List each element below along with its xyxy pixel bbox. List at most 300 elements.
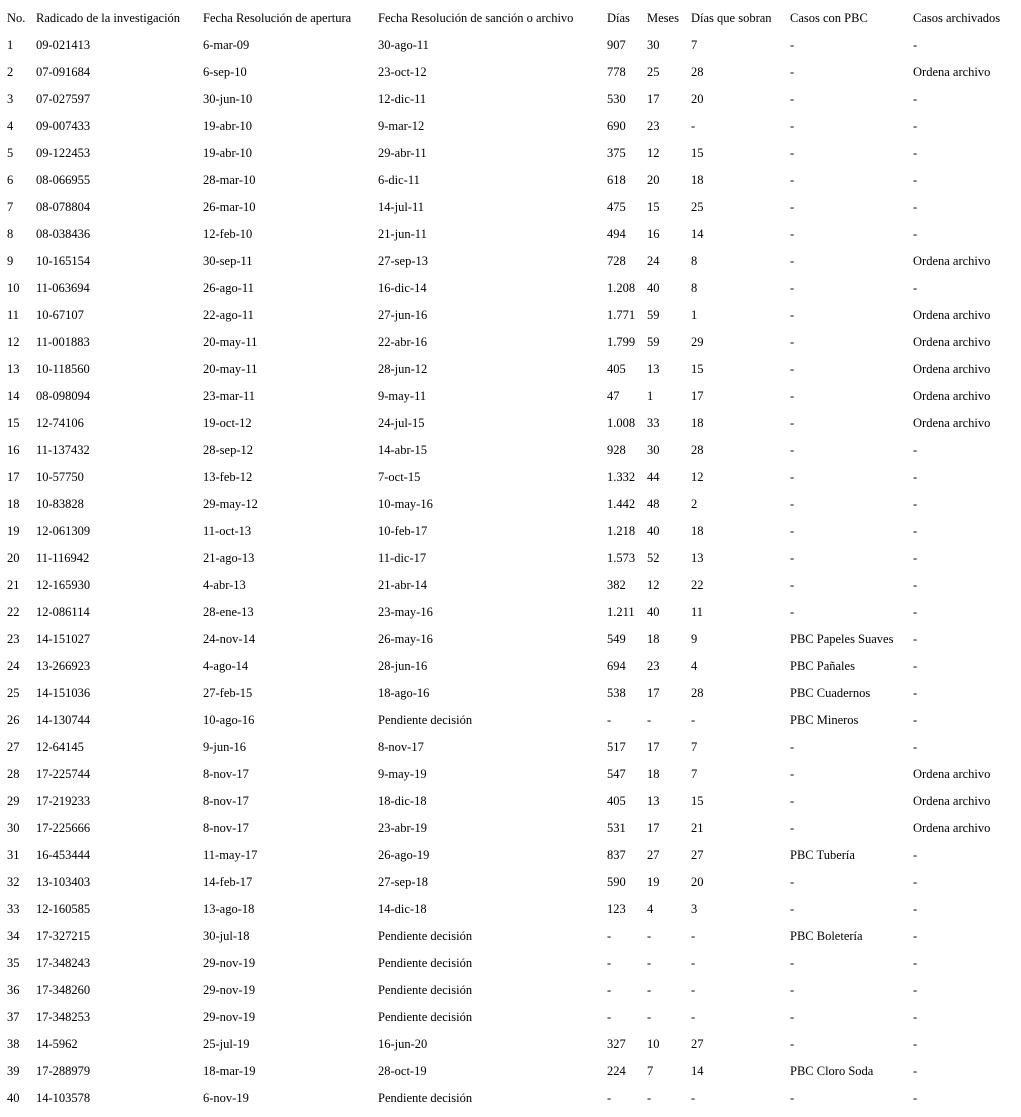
table-row — [0, 334, 1021, 361]
cell-dias: 728 — [607, 254, 626, 268]
cell-dias: - — [607, 713, 612, 727]
cell-dias-sobran: - — [691, 713, 696, 727]
cell-casos-archivados: - — [913, 173, 918, 187]
cell-casos-archivados: - — [913, 38, 918, 52]
cell-meses: 17 — [647, 740, 660, 754]
cell-dias-sobran: - — [691, 983, 696, 997]
cell-fecha-apertura: 4-ago-14 — [203, 659, 249, 673]
cell-casos-archivados: - — [913, 659, 918, 673]
header-casos-archivados: Casos archivados — [913, 11, 1001, 25]
table-row — [0, 199, 1021, 226]
cell-no: 18 — [7, 497, 20, 511]
cell-casos-archivados: - — [913, 875, 918, 889]
cell-dias-sobran: 8 — [691, 281, 698, 295]
cell-meses: 25 — [647, 65, 660, 79]
cell-fecha-apertura: 13-ago-18 — [203, 902, 255, 916]
cell-meses: 1 — [647, 389, 654, 403]
cell-casos-pbc: - — [790, 443, 795, 457]
cell-casos-archivados: Ordena archivo — [913, 362, 991, 376]
cell-no: 19 — [7, 524, 20, 538]
cell-radicado: 07-091684 — [36, 65, 91, 79]
cell-meses: 48 — [647, 497, 660, 511]
cell-radicado: 17-327215 — [36, 929, 91, 943]
cell-radicado: 12-165930 — [36, 578, 91, 592]
cell-no: 2 — [7, 65, 14, 79]
cell-radicado: 13-103403 — [36, 875, 91, 889]
header-radicado: Radicado de la investigación — [36, 11, 181, 25]
cell-dias: - — [607, 956, 612, 970]
cell-radicado: 11-063694 — [36, 281, 90, 295]
cell-dias-sobran: 3 — [691, 902, 698, 916]
cell-dias-sobran: - — [691, 119, 696, 133]
table-row — [0, 874, 1021, 901]
cell-no: 15 — [7, 416, 20, 430]
cell-fecha-sancion: 14-jul-11 — [378, 200, 425, 214]
cell-dias-sobran: - — [691, 1091, 696, 1105]
cell-no: 27 — [7, 740, 20, 754]
table-row — [0, 847, 1021, 874]
cell-no: 36 — [7, 983, 20, 997]
cell-fecha-apertura: 20-may-11 — [203, 362, 258, 376]
cell-casos-archivados: Ordena archivo — [913, 308, 991, 322]
cell-dias-sobran: 11 — [691, 605, 704, 619]
table-row — [0, 982, 1021, 1009]
cell-fecha-sancion: 16-dic-14 — [378, 281, 427, 295]
cell-dias-sobran: 28 — [691, 443, 704, 457]
cell-dias: 530 — [607, 92, 626, 106]
cell-dias: 382 — [607, 578, 626, 592]
table-row — [0, 37, 1021, 64]
cell-no: 30 — [7, 821, 20, 835]
cell-meses: 23 — [647, 659, 660, 673]
cell-no: 5 — [7, 146, 14, 160]
cell-fecha-sancion: 26-may-16 — [378, 632, 433, 646]
cell-dias: 694 — [607, 659, 626, 673]
cell-no: 37 — [7, 1010, 20, 1024]
cell-radicado: 08-078804 — [36, 200, 91, 214]
cell-meses: 59 — [647, 335, 660, 349]
cell-fecha-apertura: 26-ago-11 — [203, 281, 254, 295]
cell-casos-archivados: - — [913, 146, 918, 160]
cell-fecha-apertura: 14-feb-17 — [203, 875, 253, 889]
cell-meses: 13 — [647, 794, 660, 808]
cell-dias-sobran: 8 — [691, 254, 698, 268]
cell-radicado: 10-118560 — [36, 362, 90, 376]
cell-no: 7 — [7, 200, 14, 214]
cell-meses: 23 — [647, 119, 660, 133]
cell-casos-archivados: Ordena archivo — [913, 416, 991, 430]
cell-no: 11 — [7, 308, 20, 322]
cell-radicado: 10-57750 — [36, 470, 84, 484]
cell-meses: - — [647, 1010, 652, 1024]
cell-radicado: 14-5962 — [36, 1037, 78, 1051]
cell-fecha-sancion: 18-dic-18 — [378, 794, 427, 808]
cell-fecha-sancion: Pendiente decisión — [378, 1091, 473, 1105]
cell-casos-pbc: - — [790, 146, 795, 160]
cell-no: 9 — [7, 254, 14, 268]
cell-dias: - — [607, 1091, 612, 1105]
cell-fecha-sancion: 8-nov-17 — [378, 740, 424, 754]
table-row — [0, 64, 1021, 91]
cell-dias: 405 — [607, 794, 626, 808]
cell-radicado: 17-348243 — [36, 956, 91, 970]
cell-dias-sobran: 22 — [691, 578, 704, 592]
cell-dias-sobran: 20 — [691, 875, 704, 889]
header-meses: Meses — [647, 11, 679, 25]
table-row — [0, 820, 1021, 847]
table-row — [0, 415, 1021, 442]
cell-fecha-sancion: 21-jun-11 — [378, 227, 427, 241]
cell-casos-pbc: PBC Pañales — [790, 659, 855, 673]
cell-dias: 494 — [607, 227, 626, 241]
cell-meses: 17 — [647, 821, 660, 835]
cell-dias-sobran: 25 — [691, 200, 704, 214]
cell-dias: 1.332 — [607, 470, 636, 484]
cell-no: 4 — [7, 119, 14, 133]
cell-dias-sobran: 14 — [691, 227, 704, 241]
cell-fecha-sancion: 28-oct-19 — [378, 1064, 427, 1078]
cell-casos-archivados: Ordena archivo — [913, 821, 991, 835]
cell-meses: 7 — [647, 1064, 654, 1078]
cell-fecha-apertura: 30-jul-18 — [203, 929, 250, 943]
header-fecha-sancion: Fecha Resolución de sanción o archivo — [378, 11, 574, 25]
cell-no: 12 — [7, 335, 20, 349]
cell-fecha-sancion: 16-jun-20 — [378, 1037, 428, 1051]
table-row — [0, 685, 1021, 712]
cell-casos-archivados: Ordena archivo — [913, 389, 991, 403]
cell-dias-sobran: 21 — [691, 821, 704, 835]
cell-casos-archivados: - — [913, 1037, 918, 1051]
cell-dias: 1.218 — [607, 524, 636, 538]
cell-dias: 538 — [607, 686, 626, 700]
cell-no: 20 — [7, 551, 20, 565]
cell-no: 40 — [7, 1091, 20, 1105]
cell-meses: 12 — [647, 146, 660, 160]
cell-casos-pbc: - — [790, 605, 795, 619]
table-row — [0, 226, 1021, 253]
cell-dias: 1.442 — [607, 497, 636, 511]
cell-radicado: 11-001883 — [36, 335, 90, 349]
cell-fecha-sancion: 9-may-11 — [378, 389, 427, 403]
cell-meses: 33 — [647, 416, 660, 430]
cell-casos-archivados: - — [913, 281, 918, 295]
cell-fecha-apertura: 11-oct-13 — [203, 524, 252, 538]
header-casos-pbc: Casos con PBC — [790, 11, 868, 25]
cell-fecha-sancion: 10-feb-17 — [378, 524, 428, 538]
cell-meses: 30 — [647, 38, 660, 52]
cell-dias-sobran: 28 — [691, 65, 704, 79]
cell-dias-sobran: 20 — [691, 92, 704, 106]
cell-casos-pbc: - — [790, 1091, 795, 1105]
cell-fecha-apertura: 30-jun-10 — [203, 92, 253, 106]
cell-fecha-apertura: 29-nov-19 — [203, 956, 256, 970]
cell-fecha-apertura: 19-abr-10 — [203, 146, 253, 160]
cell-fecha-sancion: 27-jun-16 — [378, 308, 428, 322]
header-fecha-apertura: Fecha Resolución de apertura — [203, 11, 352, 25]
cell-fecha-sancion: 18-ago-16 — [378, 686, 430, 700]
table-row — [0, 604, 1021, 631]
cell-radicado: 12-086114 — [36, 605, 90, 619]
cell-fecha-sancion: 23-may-16 — [378, 605, 433, 619]
cell-meses: 19 — [647, 875, 660, 889]
cell-casos-archivados: - — [913, 686, 918, 700]
cell-fecha-sancion: Pendiente decisión — [378, 956, 473, 970]
cell-fecha-sancion: 14-abr-15 — [378, 443, 428, 457]
cell-dias: 778 — [607, 65, 626, 79]
cell-meses: 40 — [647, 524, 660, 538]
cell-radicado: 11-116942 — [36, 551, 90, 565]
cell-dias: 837 — [607, 848, 626, 862]
cell-casos-pbc: - — [790, 983, 795, 997]
cell-dias: 1.573 — [607, 551, 636, 565]
cell-casos-pbc: - — [790, 1010, 795, 1024]
table-row — [0, 118, 1021, 145]
cell-dias-sobran: 7 — [691, 767, 698, 781]
cell-casos-pbc: - — [790, 470, 795, 484]
cell-casos-archivados: Ordena archivo — [913, 254, 991, 268]
cell-fecha-sancion: 12-dic-11 — [378, 92, 427, 106]
cell-dias-sobran: 17 — [691, 389, 704, 403]
table-row — [0, 739, 1021, 766]
cell-radicado: 17-348260 — [36, 983, 91, 997]
cell-dias-sobran: 2 — [691, 497, 698, 511]
cell-fecha-apertura: 4-abr-13 — [203, 578, 246, 592]
cell-dias-sobran: 15 — [691, 146, 704, 160]
table-row — [0, 388, 1021, 415]
cell-radicado: 10-83828 — [36, 497, 84, 511]
cell-radicado: 14-151036 — [36, 686, 91, 700]
cell-casos-pbc: - — [790, 875, 795, 889]
cell-meses: 59 — [647, 308, 660, 322]
cell-meses: 18 — [647, 632, 660, 646]
cell-fecha-apertura: 6-nov-19 — [203, 1091, 249, 1105]
cell-no: 34 — [7, 929, 20, 943]
cell-fecha-apertura: 12-feb-10 — [203, 227, 253, 241]
cell-casos-archivados: - — [913, 227, 918, 241]
cell-dias: 327 — [607, 1037, 626, 1051]
cell-dias: 547 — [607, 767, 626, 781]
cell-no: 3 — [7, 92, 14, 106]
table-row — [0, 307, 1021, 334]
cell-meses: - — [647, 983, 652, 997]
cell-no: 14 — [7, 389, 20, 403]
cell-fecha-sancion: 9-mar-12 — [378, 119, 425, 133]
table-row — [0, 1009, 1021, 1036]
cell-fecha-apertura: 28-mar-10 — [203, 173, 256, 187]
cell-dias-sobran: 29 — [691, 335, 704, 349]
cell-meses: 12 — [647, 578, 660, 592]
table-row — [0, 901, 1021, 928]
cell-fecha-apertura: 8-nov-17 — [203, 794, 249, 808]
cell-fecha-apertura: 11-may-17 — [203, 848, 258, 862]
cell-casos-archivados: - — [913, 524, 918, 538]
cell-dias: 224 — [607, 1064, 626, 1078]
cell-fecha-apertura: 9-jun-16 — [203, 740, 247, 754]
cell-casos-archivados: - — [913, 956, 918, 970]
cell-fecha-sancion: 27-sep-18 — [378, 875, 428, 889]
cell-casos-archivados: - — [913, 470, 918, 484]
cell-casos-pbc: - — [790, 362, 795, 376]
cell-radicado: 08-066955 — [36, 173, 91, 187]
table-row — [0, 766, 1021, 793]
cell-dias-sobran: - — [691, 929, 696, 943]
cell-no: 39 — [7, 1064, 20, 1078]
cell-dias-sobran: 18 — [691, 524, 704, 538]
cell-no: 33 — [7, 902, 20, 916]
table-row — [0, 793, 1021, 820]
cell-no: 13 — [7, 362, 20, 376]
cell-fecha-sancion: Pendiente decisión — [378, 929, 473, 943]
cell-radicado: 11-137432 — [36, 443, 90, 457]
cell-fecha-apertura: 23-mar-11 — [203, 389, 256, 403]
cell-radicado: 12-061309 — [36, 524, 91, 538]
cell-casos-pbc: - — [790, 821, 795, 835]
cell-dias-sobran: 18 — [691, 416, 704, 430]
cell-dias-sobran: 15 — [691, 794, 704, 808]
table-header-row — [0, 10, 1021, 37]
cell-meses: 18 — [647, 767, 660, 781]
cell-radicado: 09-021413 — [36, 38, 91, 52]
cell-no: 6 — [7, 173, 14, 187]
cell-fecha-sancion: 9-may-19 — [378, 767, 427, 781]
cell-dias: 907 — [607, 38, 626, 52]
cell-casos-archivados: - — [913, 632, 918, 646]
cell-casos-pbc: - — [790, 956, 795, 970]
cell-casos-archivados: - — [913, 551, 918, 565]
cell-casos-pbc: - — [790, 524, 795, 538]
table-row — [0, 928, 1021, 955]
cell-dias-sobran: 28 — [691, 686, 704, 700]
cell-casos-pbc: PBC Boletería — [790, 929, 863, 943]
table-row — [0, 280, 1021, 307]
cell-meses: - — [647, 929, 652, 943]
cell-no: 32 — [7, 875, 20, 889]
cell-dias-sobran: - — [691, 956, 696, 970]
cell-casos-archivados: - — [913, 902, 918, 916]
cell-dias: 1.008 — [607, 416, 636, 430]
cell-casos-pbc: - — [790, 227, 795, 241]
cell-dias-sobran: 27 — [691, 848, 704, 862]
cell-casos-archivados: Ordena archivo — [913, 335, 991, 349]
cell-fecha-sancion: 11-dic-17 — [378, 551, 427, 565]
cell-dias: 375 — [607, 146, 626, 160]
cell-casos-archivados: - — [913, 983, 918, 997]
cell-casos-pbc: - — [790, 416, 795, 430]
cell-fecha-apertura: 24-nov-14 — [203, 632, 256, 646]
cell-radicado: 10-67107 — [36, 308, 84, 322]
cell-no: 38 — [7, 1037, 20, 1051]
cell-casos-pbc: PBC Mineros — [790, 713, 859, 727]
cell-casos-pbc: - — [790, 497, 795, 511]
cell-radicado: 10-165154 — [36, 254, 91, 268]
cell-dias: 1.211 — [607, 605, 635, 619]
cell-fecha-sancion: 28-jun-12 — [378, 362, 428, 376]
cell-casos-pbc: - — [790, 38, 795, 52]
cell-radicado: 17-219233 — [36, 794, 91, 808]
cell-meses: 30 — [647, 443, 660, 457]
cell-casos-pbc: - — [790, 389, 795, 403]
table-row — [0, 1090, 1021, 1117]
cell-no: 23 — [7, 632, 20, 646]
cell-radicado: 17-348253 — [36, 1010, 91, 1024]
cell-casos-pbc: - — [790, 902, 795, 916]
cell-casos-archivados: Ordena archivo — [913, 794, 991, 808]
cell-radicado: 07-027597 — [36, 92, 91, 106]
table-row — [0, 523, 1021, 550]
cell-casos-archivados: Ordena archivo — [913, 65, 991, 79]
cell-no: 10 — [7, 281, 20, 295]
cell-dias: 517 — [607, 740, 626, 754]
cell-casos-archivados: - — [913, 1064, 918, 1078]
cell-fecha-sancion: 30-ago-11 — [378, 38, 429, 52]
cell-casos-pbc: - — [790, 1037, 795, 1051]
table-row — [0, 172, 1021, 199]
cell-dias: 928 — [607, 443, 626, 457]
cell-no: 29 — [7, 794, 20, 808]
cell-fecha-apertura: 29-may-12 — [203, 497, 258, 511]
cell-fecha-sancion: 28-jun-16 — [378, 659, 428, 673]
cell-fecha-sancion: 23-oct-12 — [378, 65, 427, 79]
table-row — [0, 955, 1021, 982]
cell-casos-archivados: - — [913, 497, 918, 511]
cell-no: 8 — [7, 227, 14, 241]
cell-fecha-sancion: 14-dic-18 — [378, 902, 427, 916]
cell-casos-pbc: - — [790, 200, 795, 214]
cell-radicado: 09-122453 — [36, 146, 91, 160]
cell-fecha-sancion: 26-ago-19 — [378, 848, 430, 862]
cell-fecha-apertura: 26-mar-10 — [203, 200, 256, 214]
cell-casos-archivados: - — [913, 200, 918, 214]
cell-fecha-sancion: Pendiente decisión — [378, 1010, 473, 1024]
cell-radicado: 14-103578 — [36, 1091, 91, 1105]
header-dias: Días — [607, 11, 630, 25]
cell-meses: 16 — [647, 227, 660, 241]
cell-dias: 123 — [607, 902, 626, 916]
cell-radicado: 17-225666 — [36, 821, 91, 835]
cell-fecha-apertura: 29-nov-19 — [203, 983, 256, 997]
cell-fecha-sancion: 29-abr-11 — [378, 146, 427, 160]
cell-casos-pbc: PBC Papeles Suaves — [790, 632, 894, 646]
cell-no: 24 — [7, 659, 20, 673]
cell-fecha-apertura: 6-mar-09 — [203, 38, 250, 52]
cell-meses: - — [647, 713, 652, 727]
table-row — [0, 253, 1021, 280]
cell-casos-pbc: - — [790, 119, 795, 133]
cell-casos-pbc: PBC Cloro Soda — [790, 1064, 874, 1078]
cell-fecha-sancion: 21-abr-14 — [378, 578, 428, 592]
table-row — [0, 1063, 1021, 1090]
cell-radicado: 14-130744 — [36, 713, 91, 727]
cell-casos-archivados: - — [913, 713, 918, 727]
cell-dias-sobran: 14 — [691, 1064, 704, 1078]
table-row — [0, 442, 1021, 469]
table-row — [0, 577, 1021, 604]
cell-casos-archivados: Ordena archivo — [913, 767, 991, 781]
cell-no: 26 — [7, 713, 20, 727]
cell-casos-archivados: - — [913, 605, 918, 619]
cell-meses: 17 — [647, 686, 660, 700]
table-row — [0, 550, 1021, 577]
cell-fecha-apertura: 21-ago-13 — [203, 551, 255, 565]
cell-fecha-sancion: 24-jul-15 — [378, 416, 425, 430]
cell-dias: 531 — [607, 821, 626, 835]
cell-meses: 27 — [647, 848, 660, 862]
cell-no: 17 — [7, 470, 20, 484]
cell-meses: - — [647, 956, 652, 970]
cell-no: 21 — [7, 578, 20, 592]
cell-meses: 52 — [647, 551, 660, 565]
cell-dias: - — [607, 983, 612, 997]
